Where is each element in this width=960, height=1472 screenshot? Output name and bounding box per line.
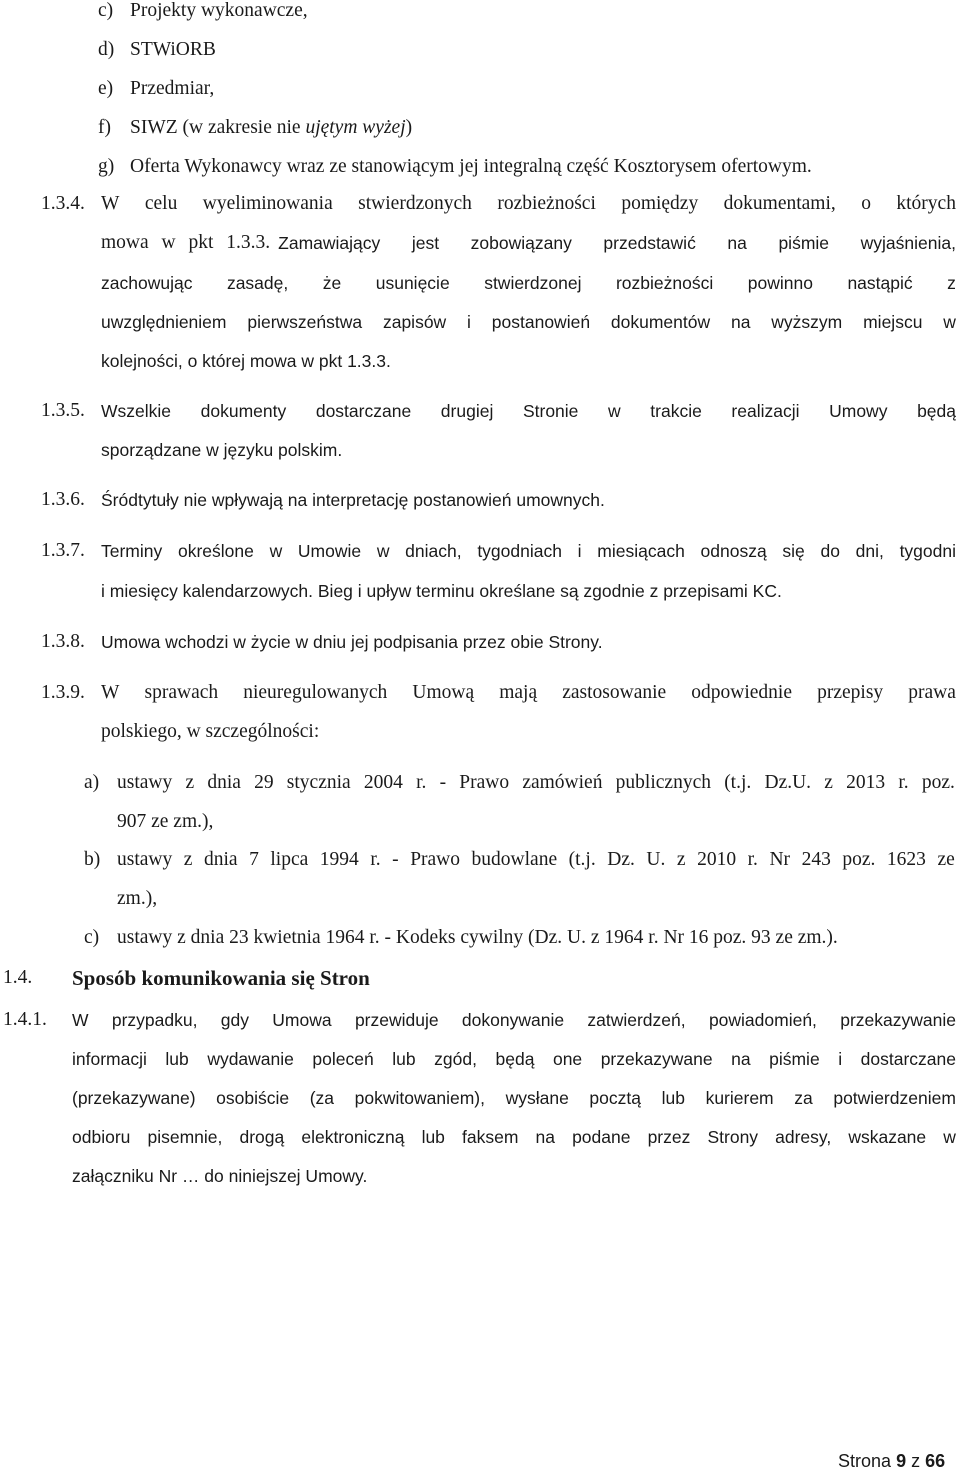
word: 243 xyxy=(801,849,831,870)
word: 7 xyxy=(249,849,259,870)
word: W xyxy=(101,682,120,703)
word: (t.j. xyxy=(724,772,752,793)
word: wskazane xyxy=(848,1127,927,1147)
word: drugiej xyxy=(440,401,494,421)
word: przekazywane xyxy=(600,1049,713,1069)
list-item-cont: 907 ze zm.), xyxy=(117,811,214,832)
word: trakcie xyxy=(650,401,702,421)
word: zastosowanie xyxy=(562,682,667,703)
word: Zamawiający xyxy=(278,233,381,253)
word: stwierdzonych xyxy=(358,193,472,214)
word: (t.j. xyxy=(568,849,596,870)
word: lub xyxy=(392,1049,416,1069)
clause-line xyxy=(101,271,956,295)
word: stwierdzonej xyxy=(484,273,582,293)
word: pierwszeństwa xyxy=(247,312,363,332)
list-marker: c) xyxy=(84,927,100,948)
word: publicznych xyxy=(615,772,711,793)
word: nieuregulowanych xyxy=(243,682,388,703)
word: lub xyxy=(661,1088,685,1108)
word: i xyxy=(467,312,471,332)
word: i xyxy=(838,1049,843,1069)
clause-line: załączniku Nr … do niniejszej Umowy. xyxy=(72,1166,368,1186)
word: wyeliminowania xyxy=(202,193,333,214)
word: dostarczane xyxy=(315,401,412,421)
clause-line xyxy=(72,1047,956,1071)
word: Prawo xyxy=(410,849,461,870)
word: piśmie xyxy=(769,1049,820,1069)
word: - xyxy=(392,849,399,870)
word: powiadomień, xyxy=(708,1010,817,1030)
word: zachowując xyxy=(101,273,193,293)
word: jest xyxy=(411,233,440,253)
word: odpowiednie xyxy=(691,682,793,703)
footer-total: 66 xyxy=(925,1451,946,1471)
clause-line: kolejności, o której mowa w pkt 1.3.3. xyxy=(101,351,391,371)
word: W xyxy=(101,193,120,214)
word: one xyxy=(552,1049,583,1069)
word: r. xyxy=(898,772,909,793)
word: ustawy xyxy=(117,772,173,793)
word: poz. xyxy=(842,849,876,870)
word: w xyxy=(376,541,390,561)
clause-number: 1.3.7. xyxy=(41,540,85,561)
word: przepisy xyxy=(817,682,884,703)
clause-line xyxy=(72,1125,956,1149)
word: będą xyxy=(495,1049,535,1069)
word: celu xyxy=(144,193,178,214)
word: zatwierdzeń, xyxy=(587,1010,686,1030)
word: - xyxy=(439,772,447,793)
word: Umowie xyxy=(297,541,362,561)
word: tygodni xyxy=(899,541,956,561)
word: na xyxy=(731,1049,751,1069)
word: zobowiązany xyxy=(470,233,572,253)
word: r. xyxy=(416,772,427,793)
word: stycznia xyxy=(286,772,351,793)
word: zapisów xyxy=(382,312,447,332)
word: 1994 xyxy=(319,849,359,870)
word: prawa xyxy=(908,682,956,703)
word: pomiędzy xyxy=(621,193,699,214)
word: elektroniczną xyxy=(301,1127,405,1147)
word: pokwitowaniem), xyxy=(354,1088,485,1108)
list-item: Oferta Wykonawcy wraz ze stanowiącym jej integralną część Kosztorysem ofertowym. xyxy=(130,156,812,177)
word: przedstawić xyxy=(603,233,696,253)
word: określone xyxy=(177,541,254,561)
word: będą xyxy=(917,401,956,421)
word: odnoszą xyxy=(700,541,767,561)
clause-line xyxy=(72,1086,956,1110)
word: przewiduje xyxy=(354,1010,439,1030)
word: W xyxy=(72,1010,89,1030)
clause-text-serif: mowa w pkt 1.3.3. xyxy=(101,232,271,253)
word: dni, xyxy=(855,541,884,561)
list-item: ustawy z dnia 23 kwietnia 1964 r. - Kodeks cywilny (Dz. U. z 1964 r. Nr 16 poz. 93 ze zm.). xyxy=(117,927,838,948)
word: wyjaśnienia, xyxy=(860,233,956,253)
word: tygodniach xyxy=(477,541,562,561)
word: lipca xyxy=(270,849,309,870)
clause-text-sans xyxy=(278,231,956,255)
word: postanowień xyxy=(491,312,591,332)
word: pisemnie, xyxy=(147,1127,223,1147)
word: dnia xyxy=(203,849,238,870)
word: z xyxy=(183,849,193,870)
word: Umowa xyxy=(272,1010,332,1030)
clause-number: 1.4.1. xyxy=(3,1009,47,1030)
clause-number: 1.3.8. xyxy=(41,631,85,652)
word: w xyxy=(269,541,283,561)
word: realizacji xyxy=(731,401,800,421)
list-item: Projekty wykonawcze, xyxy=(130,0,308,21)
word: gdy xyxy=(220,1010,249,1030)
word: lub xyxy=(165,1049,189,1069)
list-marker: g) xyxy=(98,156,115,177)
clause-line xyxy=(101,192,956,216)
list-item xyxy=(117,771,955,795)
word: 29 xyxy=(254,772,274,793)
word: zgód, xyxy=(434,1049,477,1069)
word: z xyxy=(185,772,195,793)
word: z xyxy=(947,273,956,293)
word: Strony xyxy=(707,1127,759,1147)
word: o xyxy=(861,193,871,214)
word: r. xyxy=(370,849,381,870)
word: U. xyxy=(646,849,666,870)
word: wyższym xyxy=(771,312,843,332)
word: adresy, xyxy=(775,1127,832,1147)
word: dokonywanie xyxy=(461,1010,565,1030)
word: sprawach xyxy=(144,682,219,703)
word: informacji xyxy=(72,1049,147,1069)
word: się xyxy=(782,541,805,561)
word: usunięcie xyxy=(375,273,450,293)
word: wysłane xyxy=(505,1088,569,1108)
word: ustawy xyxy=(117,849,173,870)
word: wydawanie xyxy=(207,1049,294,1069)
clause-number: 1.3.4. xyxy=(41,193,85,214)
word: budowlane xyxy=(471,849,558,870)
clause-line: polskiego, w szczególności: xyxy=(101,721,320,742)
list-marker: c) xyxy=(98,0,114,21)
word: faksem xyxy=(462,1127,519,1147)
clause-line xyxy=(101,231,956,255)
clause-line xyxy=(101,681,956,705)
word: w xyxy=(943,312,956,332)
page-footer xyxy=(838,1450,945,1472)
word: w xyxy=(943,1127,956,1147)
clause-line: i miesięcy kalendarzowych. Bieg i upływ terminu określane są zgodnie z przepisami KC. xyxy=(101,581,782,601)
word: i xyxy=(577,541,582,561)
word: drogą xyxy=(239,1127,285,1147)
word: Terminy xyxy=(101,541,163,561)
word: potwierdzeniem xyxy=(833,1088,956,1108)
word: zamówień xyxy=(522,772,603,793)
footer-label: Strona xyxy=(838,1451,892,1471)
footer-sep: z xyxy=(911,1451,921,1471)
clause-line xyxy=(101,539,956,563)
word: dokumentów xyxy=(610,312,711,332)
word: 2004 xyxy=(363,772,403,793)
word: przez xyxy=(647,1127,691,1147)
word: do xyxy=(820,541,840,561)
word: na xyxy=(727,233,747,253)
word: dokumenty xyxy=(200,401,287,421)
word: rozbieżności xyxy=(615,273,714,293)
word: Dz. xyxy=(607,849,635,870)
word: zasadę, xyxy=(226,273,289,293)
list-item-italic: ujętym wyżej xyxy=(305,117,406,138)
clause-line xyxy=(101,310,956,334)
word: rozbieżności xyxy=(497,193,596,214)
section-title: Sposób komunikowania się Stron xyxy=(72,966,370,990)
clause-number: 1.3.6. xyxy=(41,489,85,510)
word: za xyxy=(794,1088,813,1108)
clause-number: 1.3.9. xyxy=(41,682,85,703)
word: ze xyxy=(937,849,955,870)
word: (za xyxy=(309,1088,335,1108)
list-item-text-end: ) xyxy=(405,117,413,138)
list-marker: e) xyxy=(98,78,114,99)
word: na xyxy=(535,1127,555,1147)
word: Stronie xyxy=(522,401,579,421)
section-number: 1.4. xyxy=(3,967,33,988)
word: dniach, xyxy=(405,541,462,561)
word: Umowy xyxy=(829,401,888,421)
clause-line xyxy=(101,399,956,423)
word: dnia xyxy=(207,772,241,793)
word: dostarczane xyxy=(860,1049,956,1069)
word: 2013 xyxy=(846,772,886,793)
word: odbioru xyxy=(72,1127,131,1147)
word: 2010 xyxy=(697,849,737,870)
list-item: STWiORB xyxy=(130,39,216,60)
clause-line xyxy=(72,1008,956,1032)
word: że xyxy=(322,273,342,293)
word: z xyxy=(824,772,833,793)
list-item xyxy=(117,848,955,872)
word: piśmie xyxy=(778,233,830,253)
clause-line: Umowa wchodzi w życie w dniu jej podpisania przez obie Strony. xyxy=(101,632,603,652)
word: osobiście xyxy=(216,1088,290,1108)
word: nastąpić xyxy=(847,273,913,293)
list-marker: b) xyxy=(84,849,101,870)
word: w xyxy=(608,401,621,421)
word: kurierem xyxy=(705,1088,774,1108)
word: r. xyxy=(747,849,758,870)
word: których xyxy=(896,193,956,214)
clause-line: Śródtytuły nie wpływają na interpretację postanowień umownych. xyxy=(101,490,605,510)
word: poleceń xyxy=(312,1049,374,1069)
word: mają xyxy=(499,682,538,703)
clause-number: 1.3.5. xyxy=(41,400,85,421)
word: z xyxy=(676,849,686,870)
word: Prawo xyxy=(459,772,510,793)
word: dokumentami, xyxy=(723,193,836,214)
word: na xyxy=(730,312,751,332)
word: Wszelkie xyxy=(101,401,172,421)
list-item-text: SIWZ (w zakresie nie xyxy=(130,117,306,138)
word: Umową xyxy=(412,682,475,703)
word: powinno xyxy=(747,273,813,293)
word: poz. xyxy=(921,772,955,793)
list-marker: a) xyxy=(84,772,100,793)
list-marker: d) xyxy=(98,39,115,60)
word: podane xyxy=(572,1127,631,1147)
word: pocztą xyxy=(589,1088,641,1108)
list-item: Przedmiar, xyxy=(130,78,215,99)
word: miejscu xyxy=(863,312,923,332)
word: lub xyxy=(421,1127,445,1147)
word: Dz.U. xyxy=(764,772,812,793)
word: uwzględnieniem xyxy=(101,312,227,332)
clause-line: sporządzane w języku polskim. xyxy=(101,440,343,460)
footer-page: 9 xyxy=(896,1451,907,1471)
word: (przekazywane) xyxy=(72,1088,196,1108)
word: miesiącach xyxy=(597,541,685,561)
word: Nr xyxy=(769,849,791,870)
word: przekazywanie xyxy=(840,1010,956,1030)
word: 1623 xyxy=(886,849,926,870)
word: przypadku, xyxy=(111,1010,198,1030)
list-item xyxy=(130,116,412,140)
list-marker: f) xyxy=(98,117,111,138)
list-item-cont: zm.), xyxy=(117,888,158,909)
